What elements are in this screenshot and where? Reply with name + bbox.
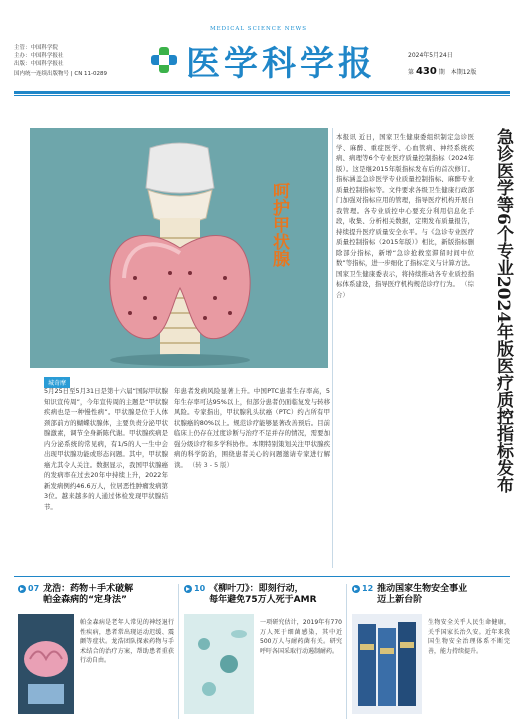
lead-article-column-2-text: 年患者发病风险显著上升。中国PTC患者生存率高，5年生存率可达95%以上，但部分患者仍面临复发与转移风险。专家指出，甲状腺乳头状癌（PTC）约占所有甲状腺癌的80%以上。规范诊疗能够显著改善预后。目前临床上仍存在过度诊断与治疗不足并存的情况，需要加强分级诊疗和多学科协作。本期特别策划关注甲状腺疾病的科学防治，围绕患者关心的问题邀请专家进行解读。 bbox=[174, 387, 330, 469]
arrow-right-icon bbox=[184, 585, 192, 593]
masthead-publisher-info bbox=[14, 44, 107, 78]
teaser-title: 龙浩：药物＋手术破解 帕金森病的“定身法” bbox=[43, 584, 134, 605]
publisher-line: 出版：中国科学报社 bbox=[14, 61, 64, 67]
teaser-body: 一项研究估计，2019年有770万人死于细菌感染，其中近500万人与耐药菌有关。研究呼吁各国采取行动遏制耐药。 bbox=[260, 619, 342, 655]
side-article-text: 本报讯 近日，国家卫生健康委组织制定急诊医学、麻醉、重症医学、心血管病、神经系统疾病、病理等6个专业医疗质量控制指标（2024年版）。这是继2015年版指标发布后的首次修订。指标涵盖急诊医学专业质量控制指标、麻醉专业质量控制指标等。文件要求各级卫生健康行政部门加强对指标应用的管理，指导医疗机构开展自我管理。各专业质控中心要充分利用信息化手段，收集、分析相关数据，定期发布质量报告，持续提升医疗质量安全水平。与《急诊专业医疗质量控制指标（2015年版）》相比，新版指标删除部分指标，新增“急诊抢救室滞留时间中位数”等指标，进一步细化了指标定义与计算方法。国家卫生健康委表示，将持续推动各专业质控指标体系建设，指导医疗机构规范诊疗行为。 bbox=[336, 133, 474, 288]
teaser-header bbox=[18, 584, 176, 606]
teaser-page-07[interactable] bbox=[18, 584, 176, 606]
lead-article-column-2 bbox=[174, 386, 330, 470]
registration-number: 国内统一连续出版物号 | CN 11-0289 bbox=[14, 71, 108, 77]
issue-number-value: 430 bbox=[415, 66, 437, 77]
teaser-title: 《柳叶刀》：即刻行动， 每年避免75万人死于AMR bbox=[209, 584, 317, 605]
teaser-photo-books bbox=[352, 614, 422, 714]
issue-date: 2024年5月24日 bbox=[408, 52, 453, 59]
teaser-page-12[interactable] bbox=[352, 584, 512, 606]
page-number: 10 bbox=[184, 584, 205, 593]
newspaper-logo bbox=[150, 26, 385, 86]
publisher-line: 主管：中国科学院 bbox=[14, 45, 59, 51]
medical-cross-icon bbox=[150, 46, 178, 74]
author-tag: 城奇摩 bbox=[44, 377, 70, 388]
teaser-header bbox=[184, 584, 344, 606]
hero-title: 呵护甲状腺 bbox=[269, 182, 289, 267]
side-article-source: （综合） bbox=[336, 280, 475, 299]
side-article-body bbox=[336, 132, 474, 300]
continued-note: （转 3 - 5 版） bbox=[188, 460, 233, 469]
column-divider bbox=[332, 128, 333, 568]
teaser-divider bbox=[346, 584, 347, 719]
page-number: 12 bbox=[352, 584, 373, 593]
teaser-body: 帕金森病是老年人常见的神经退行性疾病，患者常出现运动迟缓、震颤等症状。龙浩团队探索药物与手术结合的治疗方案，帮助患者重获行动自由。 bbox=[80, 619, 174, 664]
microbe-photo-icon bbox=[184, 614, 254, 714]
teaser-page-10[interactable] bbox=[184, 584, 344, 606]
arrow-right-icon bbox=[18, 585, 26, 593]
page-number: 07 bbox=[18, 584, 39, 593]
teaser-photo-brain bbox=[18, 614, 74, 714]
issue-label-post: 期 本期12版 bbox=[438, 69, 477, 76]
bottom-section-rule bbox=[14, 576, 510, 577]
teaser-body: 生物安全关乎人民生命健康，关乎国家长治久安。近年来我国生物安全治理体系不断完善，能力持续提升。 bbox=[428, 619, 510, 655]
masthead-rule-thin bbox=[14, 95, 510, 96]
books-photo-icon bbox=[352, 614, 422, 714]
side-article-headline[interactable]: 急诊医学等6个专业2024年版医疗质控指标发布 bbox=[493, 128, 513, 494]
teaser-photo-microbes bbox=[184, 614, 254, 714]
issue-number bbox=[408, 66, 476, 77]
logo-english: MEDICAL SCIENCE NEWS bbox=[210, 26, 308, 32]
issue-label-pre: 第 bbox=[408, 69, 415, 76]
masthead-rule bbox=[14, 91, 510, 94]
brain-photo-icon bbox=[18, 614, 74, 714]
teaser-title: 推动国家生物安全事业 迈上新台阶 bbox=[377, 584, 468, 605]
publisher-line: 主办：中国科学报社 bbox=[14, 53, 64, 59]
teaser-header bbox=[352, 584, 512, 606]
arrow-right-icon bbox=[352, 585, 360, 593]
lead-article-column-1: 5月25日至5月31日是第十六届“国际甲状腺知识宣传周”，今年宣传周的主题是“甲状腺疾病也是一种慢性病”。甲状腺是位于人体颈部前方的蝴蝶状腺体，主要负责分泌甲状腺激素，调节全身新陈代谢。甲状腺疾病是内分泌系统的常见病，有1/5的人一生中会出现甲状腺功能或形态问题。其中，甲状腺癌尤其令人关注。数据显示，我国甲状腺癌的发病率在过去20年中持续上升，2022年新发病例约46.6万人，位居恶性肿瘤发病第3位。越来越多的人通过体检发现甲状腺结节。 bbox=[44, 387, 168, 511]
logo-chinese: 医学科学报 bbox=[186, 44, 376, 84]
teaser-divider bbox=[178, 584, 179, 719]
